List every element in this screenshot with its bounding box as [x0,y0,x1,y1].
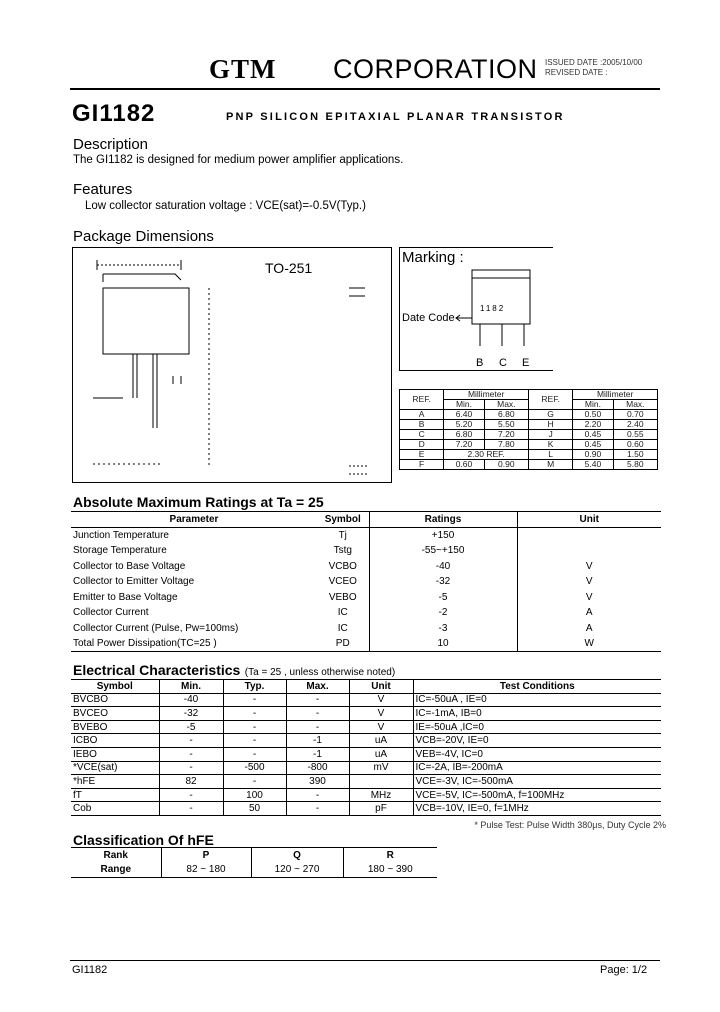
table-row [400,460,658,470]
abs-cell: -40 [369,558,517,574]
marking-label: Marking : [402,249,464,266]
dim-cell: 0.45 [573,430,613,440]
issued-date: ISSUED DATE :2005/10/00 [545,58,643,67]
rank-q: Q [251,848,343,863]
table-row [71,802,661,816]
elec-cell: - [159,761,223,775]
table-row [71,761,661,775]
abs-cell: -3 [369,621,517,637]
dim-cell: F [400,460,444,470]
elec-cell: 390 [286,775,349,789]
abs-cell: W [517,636,661,652]
abs-cell: V [517,558,661,574]
rank-label: Rank [71,848,161,863]
dim-max-header-2: Max. [613,400,657,410]
rank-r: R [343,848,437,863]
corporation-title: CORPORATION [333,54,538,84]
abs-cell: A [517,621,661,637]
dim-cell: 6.40 [444,410,484,420]
elec-cell: VCE=-3V, IC=-500mA [413,775,661,789]
dim-max-header: Max. [484,400,528,410]
dim-cell: 0.55 [613,430,657,440]
table-row [71,589,661,605]
table-row [71,558,661,574]
elec-cell: -5 [159,720,223,734]
elec-cell: -32 [159,707,223,721]
elec-cell: -1 [286,734,349,748]
elec-cell: IC=-50uA , IE=0 [413,693,661,707]
revised-date: REVISED DATE : [545,68,608,77]
abs-max-header-row [71,512,661,528]
marking-box [399,247,553,371]
abs-max-table [71,511,661,652]
elec-cell: Cob [71,802,159,816]
abs-cell: IC [337,607,348,619]
abs-cell: Emitter to Base Voltage [73,591,178,603]
header-divider [70,88,660,90]
abs-max-heading: Absolute Maximum Ratings at Ta = 25 [73,494,324,510]
elec-cell: ICBO [71,734,159,748]
dim-cell: 0.90 [573,450,613,460]
elec-cell: -40 [159,693,223,707]
dim-cell: K [528,440,572,450]
dim-ref-header: REF. [400,390,444,410]
brand-logo: GTM [209,54,277,84]
footer-divider [70,960,660,961]
abs-cell: A [517,605,661,621]
elec-heading-wrap [73,662,395,680]
elec-cell: - [159,788,223,802]
abs-cell: V [517,589,661,605]
elec-cell: -500 [223,761,286,775]
elec-cell: *hFE [71,775,159,789]
dim-cell: E [400,450,444,460]
table-row [71,621,661,637]
abs-cell: Junction Temperature [73,529,169,541]
elec-cell: V [349,720,413,734]
dim-ref-header-2: REF. [528,390,572,410]
elec-cell: - [159,802,223,816]
col-symbol: Symbol [317,512,369,528]
elec-cell: - [223,720,286,734]
elec-cell: - [223,707,286,721]
abs-cell: PD [317,636,369,652]
pin-e-label: E [522,357,530,369]
table-row [71,693,661,707]
abs-cell: Collector to Emitter Voltage [73,576,195,588]
elec-cell: BVEBO [71,720,159,734]
elec-cell: 100 [223,788,286,802]
abs-cell: IC [337,622,348,634]
abs-cell [517,527,661,543]
dim-mm-header-2: Millimeter [573,390,658,400]
elec-cell: - [286,693,349,707]
rank-row [71,848,437,863]
elec-cell: - [286,788,349,802]
elec-cell: - [286,802,349,816]
table-row [71,543,661,559]
dim-min-header-2: Min. [573,400,613,410]
dim-cell: 7.20 [484,430,528,440]
elec-cell: fT [71,788,159,802]
col-test-conditions: Test Conditions [413,680,661,694]
package-outline-svg [73,248,393,484]
elec-cell: VCE=-5V, IC=-500mA, f=100MHz [413,788,661,802]
elec-cell: uA [349,734,413,748]
dim-cell: J [528,430,572,440]
abs-cell: Collector Current (Pulse, Pw=100ms) [73,622,239,634]
abs-cell: +150 [369,527,517,543]
dim-cell: C [400,430,444,440]
elec-cell: - [223,734,286,748]
abs-cell: Storage Temperature [73,544,167,556]
dim-cell: 1.50 [613,450,657,460]
table-row [71,788,661,802]
abs-cell: 10 [369,636,517,652]
elec-header-row [71,680,661,694]
dim-cell: 0.45 [573,440,613,450]
dim-cell: 6.80 [484,410,528,420]
classification-table [71,847,437,878]
dimension-table [399,389,658,470]
elec-heading-note: (Ta = 25 , unless otherwise noted) [244,667,396,678]
range-q: 120 ~ 270 [251,863,343,878]
abs-cell: VEBO [328,591,357,603]
elec-cell: V [349,693,413,707]
col-symbol: Symbol [71,680,159,694]
dim-cell: B [400,420,444,430]
table-row [400,440,658,450]
elec-cell: *VCE(sat) [71,761,159,775]
package-heading: Package Dimensions [73,228,214,245]
elec-cell: - [223,775,286,789]
col-typ: Typ. [223,680,286,694]
table-row [71,707,661,721]
col-min: Min. [159,680,223,694]
dim-cell: 0.60 [444,460,484,470]
dim-cell: 0.70 [613,410,657,420]
description-text: The GI1182 is designed for medium power amplifier applications. [73,154,404,166]
dim-cell: H [528,420,572,430]
elec-cell: - [159,747,223,761]
abs-cell: Tj [338,529,347,541]
footer-part: GI1182 [72,964,108,976]
elec-cell: IC=-2A, IB=-200mA [413,761,661,775]
dim-header-row [400,390,658,400]
range-label: Range [71,863,161,878]
abs-cell: V [517,574,661,590]
dim-min-header: Min. [444,400,484,410]
elec-cell: V [349,707,413,721]
package-type: TO-251 [265,260,313,276]
abs-cell: -55~+150 [369,543,517,559]
col-unit: Unit [517,512,661,528]
abs-cell: Total Power Dissipation(TC=25 ) [71,636,317,652]
part-subtitle: PNP SILICON EPITAXIAL PLANAR TRANSISTOR [226,111,565,123]
elec-cell: IEBO [71,747,159,761]
marking-drawing-svg [400,248,554,372]
dim-cell: 2.30 REF. [444,450,529,460]
dim-cell: 5.40 [573,460,613,470]
dim-cell: 5.80 [613,460,657,470]
dim-cell: 0.90 [484,460,528,470]
elec-heading: Electrical Characteristics [73,662,241,678]
elec-cell: BVCBO [71,693,159,707]
range-p: 82 ~ 180 [161,863,251,878]
table-row [71,527,661,543]
dim-cell: A [400,410,444,420]
abs-cell [517,543,661,559]
elec-cell: - [159,734,223,748]
abs-cell: -2 [369,605,517,621]
table-row [71,574,661,590]
dim-cell: M [528,460,572,470]
dim-cell: 0.60 [613,440,657,450]
elec-cell [349,775,413,789]
abs-cell: -32 [369,574,517,590]
pulse-footnote: * Pulse Test: Pulse Width 380μs, Duty Cycle 2% [474,820,666,830]
elec-cell: MHz [349,788,413,802]
description-heading: Description [73,136,149,153]
table-row [71,734,661,748]
elec-cell: VCB=-10V, IE=0, f=1MHz [413,802,661,816]
elec-cell: - [286,720,349,734]
elec-cell: BVCEO [71,707,159,721]
rank-p: P [161,848,251,863]
table-row [71,720,661,734]
elec-cell: IE=-50uA ,IC=0 [413,720,661,734]
col-parameter: Parameter [71,512,317,528]
col-unit: Unit [349,680,413,694]
elec-cell: IC=-1mA, IB=0 [413,707,661,721]
elec-cell: pF [349,802,413,816]
abs-cell: VCEO [328,576,357,588]
marking-text: 1182 [480,304,506,313]
table-row [400,450,658,460]
dim-cell: G [528,410,572,420]
elec-cell: - [286,707,349,721]
table-row [400,430,658,440]
features-text: Low collector saturation voltage : VCE(sat)=-0.5V(Typ.) [85,200,366,212]
elec-cell: 82 [159,775,223,789]
abs-cell: Tstg [333,544,352,556]
elec-cell: - [223,693,286,707]
range-row [71,863,437,878]
dim-cell: D [400,440,444,450]
dim-cell: 2.20 [573,420,613,430]
elec-cell: -1 [286,747,349,761]
dim-cell: 0.50 [573,410,613,420]
dim-cell: 5.50 [484,420,528,430]
package-drawing [72,247,392,483]
dim-cell: 7.80 [484,440,528,450]
table-row [71,747,661,761]
pin-c-label: C [499,357,507,369]
dim-cell: 5.20 [444,420,484,430]
table-row [71,605,661,621]
elec-cell: - [223,747,286,761]
part-number: GI1182 [72,100,156,127]
abs-cell: Collector Current [73,607,149,619]
elec-cell: 50 [223,802,286,816]
elec-cell: VEB=-4V, IC=0 [413,747,661,761]
date-code-label: Date Code [402,312,455,324]
dim-cell: 2.40 [613,420,657,430]
abs-cell: VCBO [328,560,357,572]
elec-cell: mV [349,761,413,775]
pin-b-label: B [476,357,484,369]
issue-dates [545,58,642,78]
elec-cell: VCB=-20V, IE=0 [413,734,661,748]
abs-cell: Collector to Base Voltage [73,560,186,572]
table-row [71,775,661,789]
elec-cell: uA [349,747,413,761]
dim-cell: L [528,450,572,460]
table-row [400,420,658,430]
col-ratings: Ratings [369,512,517,528]
table-row [400,410,658,420]
footer-page: Page: 1/2 [600,964,648,976]
elec-table [71,679,661,816]
dim-mm-header: Millimeter [444,390,529,400]
dim-cell: 7.20 [444,440,484,450]
col-max: Max. [286,680,349,694]
range-r: 180 ~ 390 [343,863,437,878]
table-row [71,636,661,652]
features-heading: Features [73,181,133,198]
abs-cell: -5 [369,589,517,605]
classification-heading: Classification Of hFE [73,832,214,848]
elec-cell: -800 [286,761,349,775]
dim-cell: 6.80 [444,430,484,440]
